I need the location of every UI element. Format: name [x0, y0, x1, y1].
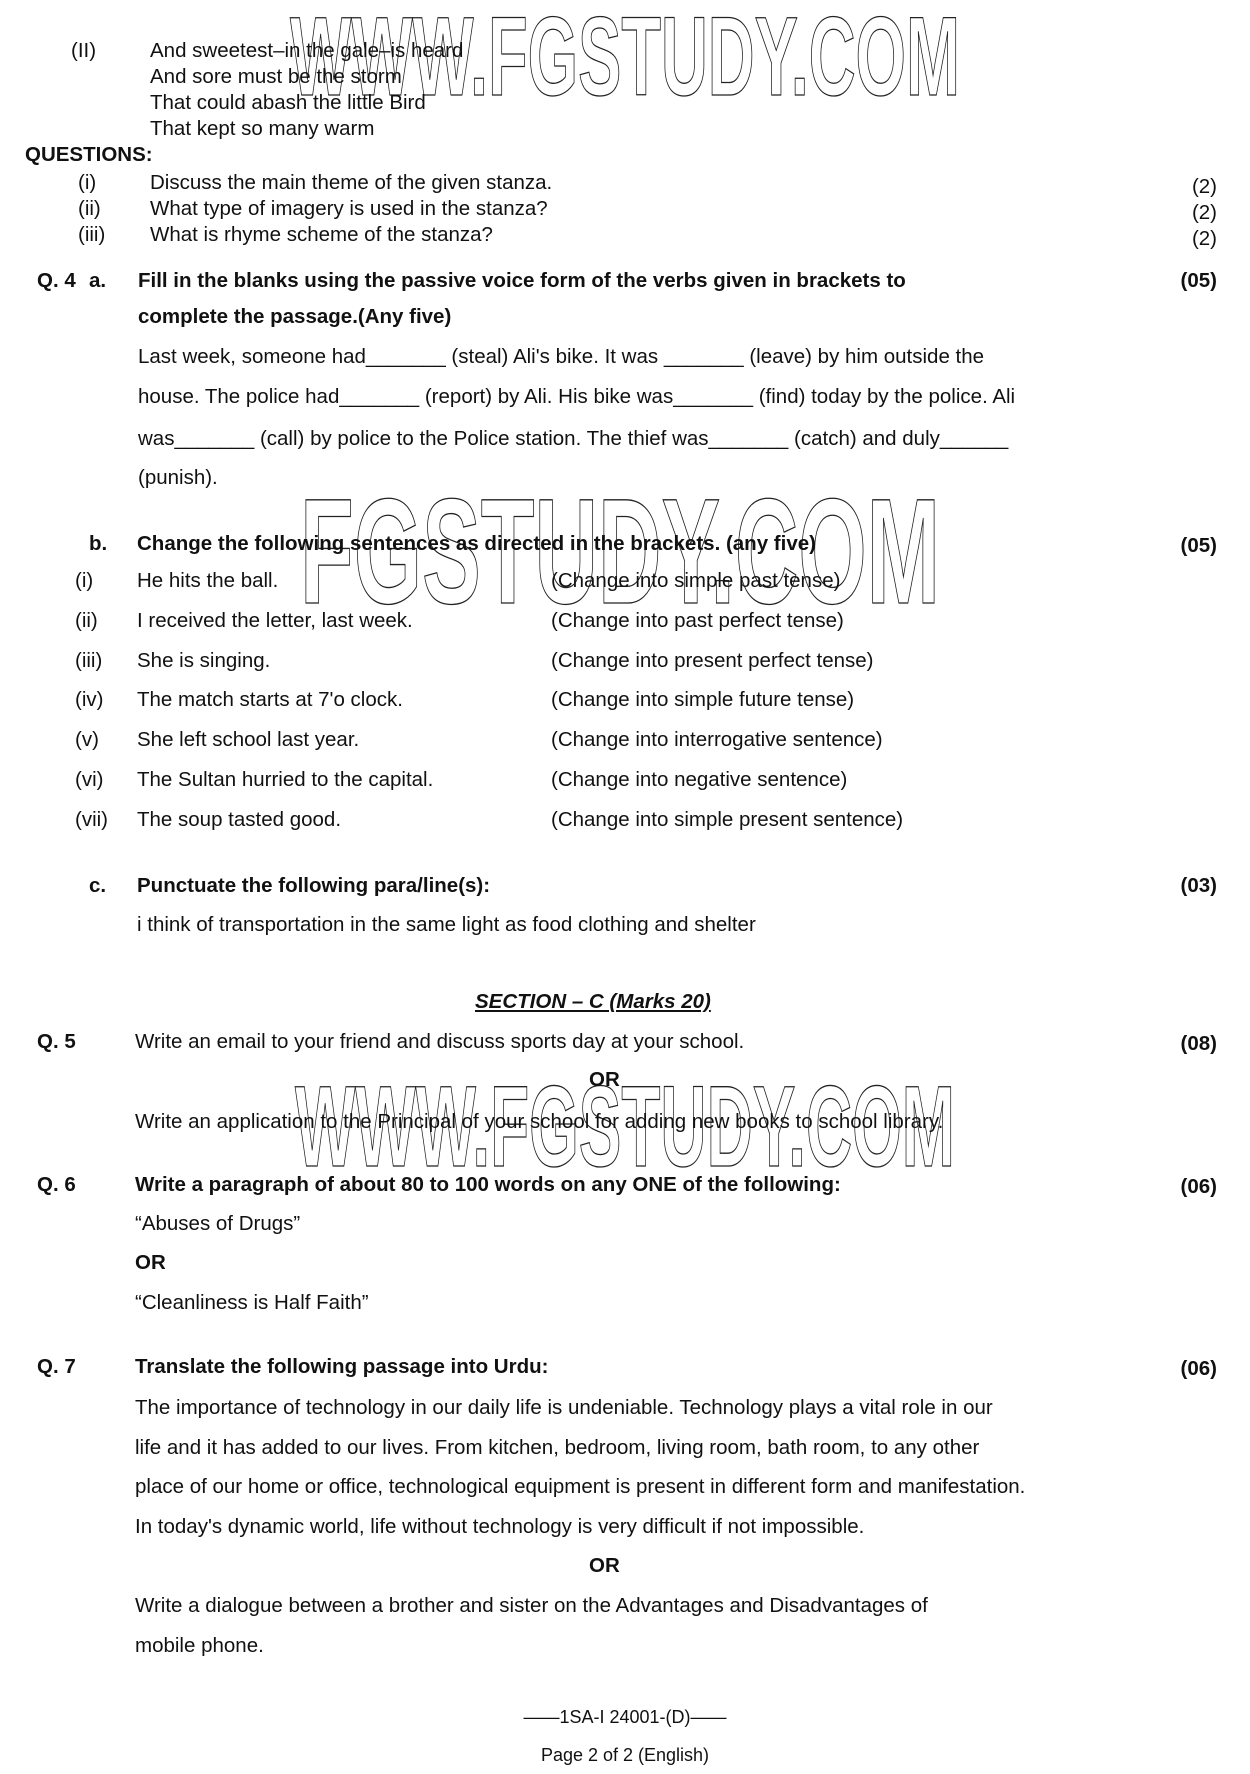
- question-marks: (2): [1191, 227, 1217, 250]
- q4a-marks: (05): [1180, 269, 1217, 292]
- item-number: (vii): [75, 807, 109, 831]
- q4a-instruction: complete the passage.(Any five): [138, 305, 452, 328]
- q6-option: “Cleanliness is Half Faith”: [135, 1291, 369, 1314]
- direction-text: (Change into simple present sentence): [551, 807, 904, 831]
- sentence-text: She left school last year.: [137, 728, 360, 752]
- item-number: (iv): [75, 688, 104, 712]
- passage-line: (punish).: [138, 466, 218, 489]
- passage-line: In today's dynamic world, life without technology is very difficult if not impossible.: [135, 1515, 865, 1538]
- item-number: (v): [75, 728, 99, 752]
- q4b-label: b.: [89, 532, 108, 555]
- passage-line: life and it has added to our lives. From kitchen, bedroom, living room, bath room, to any other: [135, 1436, 980, 1459]
- svg-text:WWW.FGSTUDY.COM: WWW.FGSTUDY.COM: [290, 0, 960, 110]
- question-marks: (2): [1191, 201, 1217, 224]
- direction-text: (Change into simple past tense): [551, 569, 841, 592]
- q7-number: Q. 7: [37, 1355, 76, 1378]
- or-label: OR: [589, 1068, 620, 1091]
- passage-line: The importance of technology in our daily life is undeniable. Technology plays a vital role in our: [135, 1396, 993, 1419]
- q5-marks: (08): [1180, 1032, 1217, 1055]
- q4c-marks: (03): [1180, 874, 1217, 897]
- direction-text: (Change into simple future tense): [551, 688, 855, 712]
- sentence-text: The match starts at 7'o clock.: [137, 688, 403, 712]
- q7-text: Translate the following passage into Urdu:: [135, 1355, 549, 1378]
- q6-marks: (06): [1180, 1175, 1217, 1198]
- question-number: (iii): [78, 223, 106, 246]
- item-number: (i): [75, 569, 94, 592]
- punctuation-text: i think of transportation in the same light as food clothing and shelter: [137, 913, 756, 936]
- direction-text: (Change into interrogative sentence): [551, 728, 883, 752]
- questions-heading: QUESTIONS:: [25, 143, 153, 166]
- sentence-text: He hits the ball.: [137, 569, 279, 592]
- passage-line: house. The police had_______ (report) by Ali. His bike was_______ (find) today by the police. Ali: [138, 385, 1016, 408]
- direction-text: (Change into past perfect tense): [551, 608, 844, 632]
- question-text: What is rhyme scheme of the stanza?: [150, 223, 493, 246]
- q5-alt-text: Write an application to the Principal of your school for adding new books to school library.: [135, 1110, 944, 1133]
- q7-alt-text: Write a dialogue between a brother and sister on the Advantages and Disadvantages of: [135, 1594, 928, 1617]
- q6-number: Q. 6: [37, 1173, 76, 1196]
- item-number: (ii): [75, 608, 98, 632]
- q7-alt-text: mobile phone.: [135, 1634, 264, 1657]
- q4c-label: c.: [89, 874, 107, 897]
- q4b-marks: (05): [1180, 534, 1217, 557]
- q4a-instruction: Fill in the blanks using the passive voice form of the verbs given in brackets to: [138, 269, 906, 292]
- or-label: OR: [135, 1251, 166, 1274]
- passage-line: place of our home or office, technological equipment is present in different form and manifestation.: [135, 1475, 1026, 1498]
- sentence-text: She is singing.: [137, 648, 271, 672]
- sentence-text: The Sultan hurried to the capital.: [137, 768, 434, 791]
- item-number: (vi): [75, 768, 104, 791]
- q7-marks: (06): [1180, 1357, 1217, 1380]
- question-number: (ii): [78, 197, 101, 220]
- page-number: Page 2 of 2 (English): [540, 1745, 710, 1765]
- question-number: (i): [78, 171, 97, 194]
- sentence-text: The soup tasted good.: [137, 807, 342, 831]
- direction-text: (Change into present perfect tense): [551, 648, 874, 672]
- svg-text:FGSTUDY.COM: FGSTUDY.COM: [300, 468, 940, 618]
- item-number: (iii): [75, 648, 103, 672]
- passage-line: Last week, someone had_______ (steal) Ali's bike. It was _______ (leave) by him outside the: [138, 345, 985, 368]
- stanza-label: (II): [71, 39, 97, 62]
- poem-line: And sweetest–in the gale–is heard: [150, 39, 464, 62]
- svg-text:WWW.FGSTUDY.COM: WWW.FGSTUDY.COM: [295, 1063, 955, 1178]
- q5-text: Write an email to your friend and discuss sports day at your school.: [135, 1030, 745, 1053]
- q6-option: “Abuses of Drugs”: [135, 1212, 301, 1235]
- question-text: Discuss the main theme of the given stanza.: [150, 171, 553, 194]
- q6-text: Write a paragraph of about 80 to 100 words on any ONE of the following:: [135, 1173, 841, 1196]
- paper-code: ——1SA-I 24001-(D)——: [523, 1707, 727, 1727]
- q5-number: Q. 5: [37, 1030, 76, 1053]
- q4b-instruction: Change the following sentences as directed in the brackets. (any five): [137, 532, 816, 555]
- question-marks: (2): [1191, 175, 1217, 198]
- poem-line: That kept so many warm: [150, 117, 375, 140]
- q4c-instruction: Punctuate the following para/line(s):: [137, 874, 491, 897]
- direction-text: (Change into negative sentence): [551, 768, 848, 791]
- q4-number: Q. 4: [37, 269, 76, 292]
- section-title: SECTION – C (Marks 20): [475, 990, 711, 1013]
- or-label: OR: [589, 1554, 620, 1577]
- poem-line: That could abash the little Bird: [150, 91, 426, 114]
- question-text: What type of imagery is used in the stanza?: [150, 197, 548, 220]
- sentence-text: I received the letter, last week.: [137, 608, 413, 632]
- passage-line: was_______ (call) by police to the Police station. The thief was_______ (catch) and duly______: [138, 427, 1009, 450]
- poem-line: And sore must be the storm: [150, 65, 402, 88]
- q4a-label: a.: [89, 269, 107, 292]
